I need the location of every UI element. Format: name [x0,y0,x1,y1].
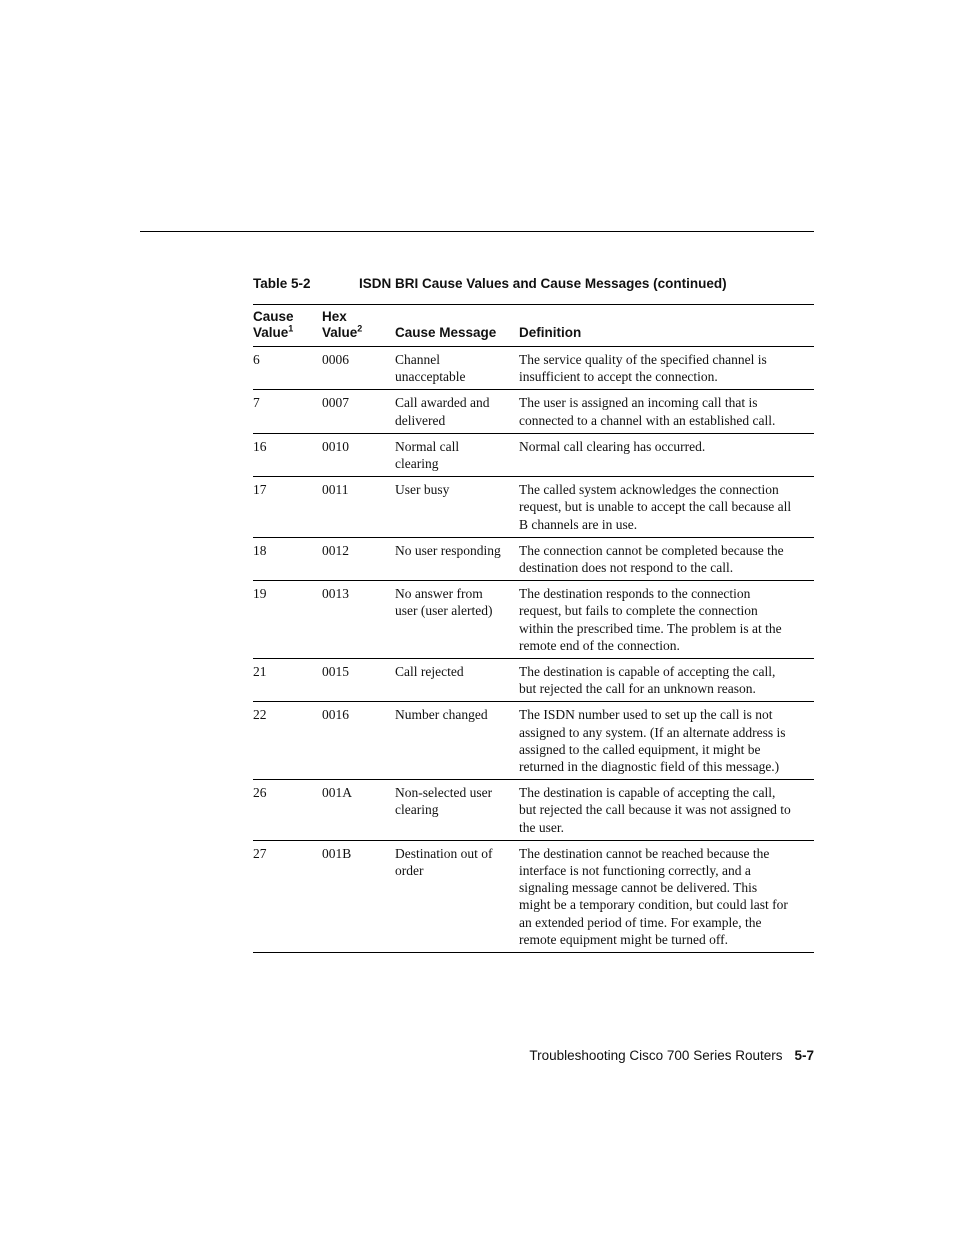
table-row [253,702,814,780]
cell-hex-value: 0007 [322,395,349,411]
cell-cause-message: Number changed [395,707,488,723]
cell-definition: The user is assigned an incoming call that is connected to a channel with an established call. [519,395,776,428]
footnote-marker-1: 1 [288,323,294,334]
cell-cause-value: 27 [253,845,267,861]
cell-cause-value: 7 [253,395,260,411]
table-row [253,537,814,580]
cell-hex-value: 0012 [322,542,349,558]
cell-cause-message: Channel unacceptable [395,352,466,385]
header-cause-value-text: Cause Value [253,309,294,340]
cell-cause-value: 17 [253,482,267,498]
header-cause-value [253,305,322,347]
cell-hex-value: 0010 [322,438,349,454]
header-hex-value [322,305,395,347]
cell-cause-value: 21 [253,664,267,680]
header-hex-value-text: Hex Value [322,309,358,340]
cell-definition: The destination is capable of accepting the call, but rejected the call because it was not assigned to the user. [519,785,791,835]
cell-cause-message: Non-selected user clearing [395,785,493,818]
table-row [253,347,814,390]
footnote-marker-2: 2 [357,323,363,334]
cell-cause-value: 16 [253,438,267,454]
cell-definition: The destination is capable of accepting the call, but rejected the call for an unknown reason. [519,664,776,697]
cause-values-table [253,304,814,953]
cell-cause-value: 22 [253,707,267,723]
cell-cause-message: Normal call clearing [395,438,460,472]
top-rule [140,231,814,232]
cell-cause-message: Destination out of order [395,845,493,879]
header-cause-message: Cause Message [395,325,497,340]
cell-definition: The connection cannot be completed because the destination does not respond to the call. [519,542,784,576]
table-caption-label: Table 5-2 [253,276,311,291]
table-row [253,390,814,433]
cell-definition: The destination cannot be reached because the interface is not functioning correctly, and a signaling message cannot be delivered. This might be a temporary condition, but could last for an extended period of time. For example, the remote equipment might be turned off. [519,845,788,947]
cell-hex-value: 0013 [322,586,349,602]
cell-cause-message: No answer from user (user alerted) [395,586,493,619]
table-row [253,433,814,476]
cell-definition: Normal call clearing has occurred. [519,438,706,454]
footer-book-title: Troubleshooting Cisco 700 Series Routers [529,1048,783,1063]
cell-definition: The called system acknowledges the connection request, but is unable to accept the call because all B channels are in use. [519,482,792,532]
cell-hex-value: 0006 [322,352,349,367]
cell-cause-message: Call awarded and delivered [395,395,490,428]
cell-hex-value: 0016 [322,707,349,723]
cell-hex-value: 001A [322,785,352,801]
cell-cause-message: No user responding [395,542,501,558]
table-row [253,477,814,538]
page-number: 5-7 [794,1048,814,1063]
cell-definition: The service quality of the specified channel is insufficient to accept the connection. [519,352,767,385]
table-row [253,840,814,952]
table-row [253,780,814,841]
cell-cause-value: 26 [253,785,267,801]
table-caption-title: ISDN BRI Cause Values and Cause Messages (continued) [359,276,727,291]
table-row [253,581,814,659]
table-header-row [253,305,814,347]
cell-definition: The destination responds to the connection request, but fails to complete the connection within the prescribed time. The problem is at the remote end of the connection. [519,586,782,653]
cell-cause-value: 19 [253,586,267,602]
cell-cause-value: 18 [253,542,267,558]
cell-hex-value: 0011 [322,482,349,498]
cell-cause-value: 6 [253,352,260,367]
header-definition: Definition [519,325,582,340]
table-row [253,659,814,702]
cell-hex-value: 001B [322,845,352,861]
table-caption [253,276,814,292]
cell-hex-value: 0015 [322,664,349,680]
page-footer [529,1048,814,1064]
cell-cause-message: Call rejected [395,664,464,680]
cell-definition: The ISDN number used to set up the call is not assigned to any system. (If an alternate address is assigned to the called equipment, it might be returned in the diagnostic field of this message.) [519,707,786,775]
cell-cause-message: User busy [395,482,450,498]
